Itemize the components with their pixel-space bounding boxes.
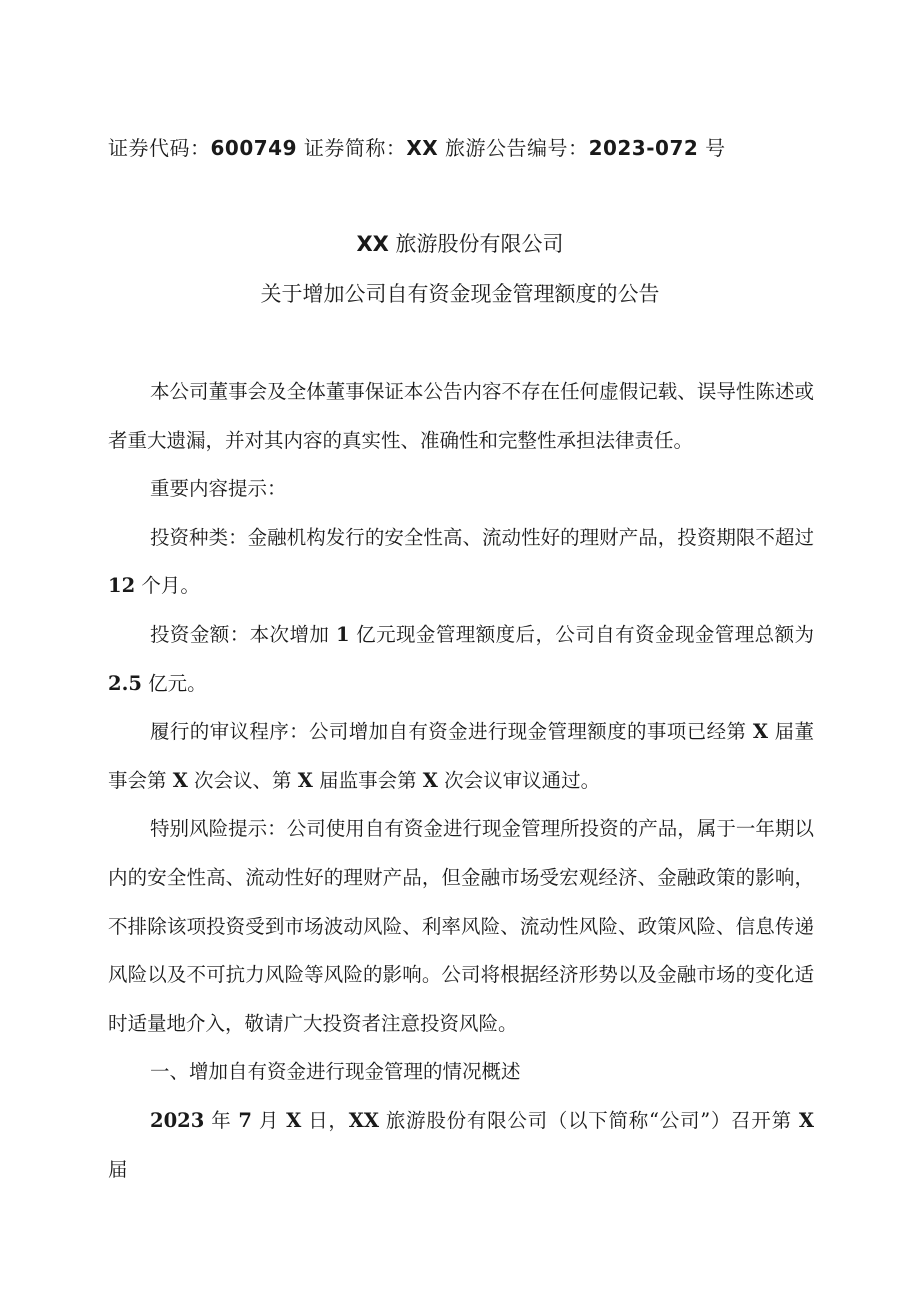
section1-text-a: 年 (204, 1108, 239, 1132)
supervisory-meeting: X (422, 768, 438, 792)
securities-abbr-value: XX (406, 136, 439, 160)
securities-code-label: 证券代码： (108, 136, 211, 160)
company-name-rest: 旅游股份有限公司 (388, 232, 564, 256)
securities-header (108, 132, 726, 161)
section1-text-c: 日， (301, 1108, 349, 1132)
meeting-year: 2023 (150, 1108, 205, 1132)
procedure-text-a: 履行的审议程序：公司增加自有资金进行现金管理额度的事项已经第 (150, 720, 753, 744)
section1-paragraph (108, 1097, 814, 1194)
procedure-text-c: 次会议、第 (187, 768, 298, 792)
tips-heading: 重要内容提示： (150, 477, 287, 501)
announcement-body (108, 368, 814, 1194)
procedure-text-b: 届董事会第 (108, 720, 815, 792)
meeting-day: X (286, 1108, 302, 1132)
meeting-month: 7 (238, 1108, 252, 1132)
announcement-number-suffix: 号 (698, 136, 726, 160)
board-session: X (752, 720, 769, 744)
announcement-subject: 关于增加公司自有资金现金管理额度的公告 (260, 282, 660, 306)
securities-abbr-label: 证券简称： (297, 136, 407, 160)
procedure-text-d: 届监事会第 (312, 768, 423, 792)
section1-text-d: 旅游股份有限公司（以下简称“公司”）召开第 (378, 1108, 799, 1132)
announcement-number-value: 2023-072 (588, 136, 699, 160)
investment-amount-paragraph (108, 611, 814, 708)
increase-amount: 1 (335, 622, 350, 646)
procedure-text-e: 次会议审议通过。 (437, 768, 601, 792)
section1-text-e: 届 (108, 1157, 128, 1181)
investment-term-months: 12 (108, 574, 136, 598)
company-title (0, 228, 920, 258)
securities-code-value: 600749 (210, 136, 297, 160)
company-name-prefix: XX (356, 232, 389, 256)
investment-amount-suffix: 亿元。 (141, 671, 207, 695)
section1-session: X (798, 1108, 814, 1132)
section1-company-prefix: XX (348, 1108, 379, 1132)
section1-text-b: 月 (251, 1108, 287, 1132)
supervisory-session: X (297, 768, 313, 792)
investment-type-suffix: 个月。 (135, 574, 200, 598)
investment-type-text: 投资种类：金融机构发行的安全性高、流动性好的理财产品，投资期限不超过 (150, 525, 814, 549)
section1-heading: 一、增加自有资金进行现金管理的情况概述 (150, 1060, 521, 1084)
procedure-paragraph (108, 708, 814, 805)
disclaimer-paragraph: 本公司董事会及全体董事保证本公告内容不存在任何虚假记载、误导性陈述或者重大遗漏，并对其内容的真实性、准确性和完整性承担法律责任。 (108, 380, 814, 452)
announcement-number-label: 旅游公告编号： (438, 136, 589, 160)
investment-amount-middle: 亿元现金管理额度后，公司自有资金现金管理总额为 (349, 622, 814, 646)
board-meeting: X (172, 768, 188, 792)
total-amount: 2.5 (108, 671, 142, 695)
risk-paragraph: 特别风险提示：公司使用自有资金进行现金管理所投资的产品，属于一年期以内的安全性高、流动性好的理财产品，但金融市场受宏观经济、金融政策的影响，不排除该项投资受到市场波动风险、利率风险、流动性风险、政策风险、信息传递风险以及不可抗力风险等风险的影响。公司将根据经济形势以及金融市场的变化适时适量地介入，敬请广大投资者注意投资风险。 (108, 817, 814, 1035)
investment-amount-text: 投资金额：本次增加 (150, 622, 336, 646)
investment-type-paragraph (108, 514, 814, 611)
